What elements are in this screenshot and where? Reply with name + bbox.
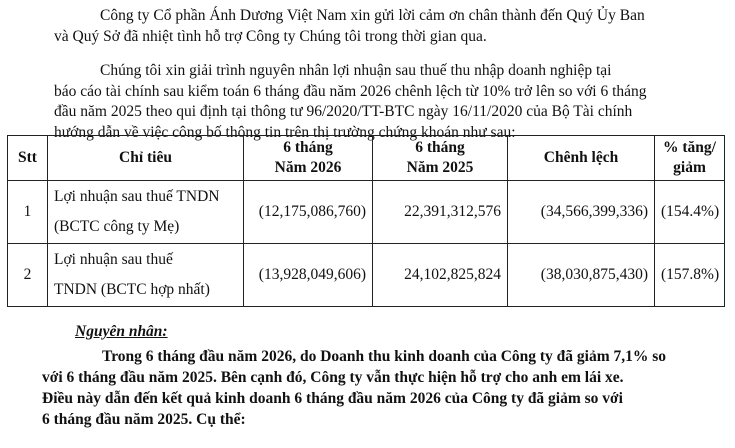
header-6m-2026	[244, 136, 373, 181]
table-row	[8, 181, 725, 244]
header-line: 6 tháng	[415, 139, 465, 156]
cell-indicator	[48, 244, 244, 307]
cell-value-2025: 24,102,825,824	[373, 244, 508, 307]
header-6m-2025	[373, 136, 508, 181]
text-line: Trong 6 tháng đầu năm 2026, do Doanh thu kinh doanh của Công ty đã giảm 7,1% so	[102, 348, 667, 365]
header-line: Năm 2026	[274, 159, 342, 176]
header-difference: Chênh lệch	[508, 136, 655, 181]
cause-heading: Nguyên nhân:	[75, 323, 168, 340]
profit-comparison-table	[7, 135, 725, 307]
header-indicator: Chỉ tiêu	[48, 136, 244, 181]
indicator-line: Lợi nhuận sau thuế TNDN	[54, 188, 220, 205]
text-line: đầu năm 2025 theo qui định tại thông tư 96/2020/TT-BTC ngày 16/11/2020 của Bộ Tài chính	[54, 103, 633, 120]
indicator-line: (BCTC công ty Mẹ)	[54, 218, 180, 235]
cell-percent: (157.8%)	[655, 244, 725, 307]
header-line: 6 tháng	[283, 139, 333, 156]
text-line: và Quý Sở đã nhiệt tình hỗ trợ Công ty Chúng tôi trong thời gian qua.	[54, 27, 487, 45]
header-percent-change	[655, 136, 725, 181]
indicator-line: TNDN (BCTC hợp nhất)	[54, 281, 210, 298]
cell-value-2025: 22,391,312,576	[373, 181, 508, 244]
cell-difference: (34,566,399,336)	[508, 181, 655, 244]
cause-paragraph	[42, 346, 722, 430]
table-header-row	[8, 136, 725, 181]
cell-percent: (154.4%)	[655, 181, 725, 244]
text-line: Chúng tôi xin giải trình nguyên nhân lợi nhuận sau thuế thu nhập doanh nghiệp tại	[100, 62, 612, 79]
text-line: báo cáo tài chính sau kiểm toán 6 tháng đầu năm 2026 chênh lệch từ 10% trở lên so với 6 tháng	[54, 82, 647, 100]
text-line: 6 tháng đầu năm 2025. Cụ thể:	[42, 411, 246, 428]
cell-stt: 1	[8, 181, 48, 244]
cell-indicator	[48, 181, 244, 244]
table-row	[8, 244, 725, 307]
cell-value-2026: (12,175,086,760)	[244, 181, 373, 244]
indicator-line: Lợi nhuận sau thuế	[54, 251, 173, 268]
text-line: với 6 tháng đầu năm 2025. Bên cạnh đó, Công ty vẫn thực hiện hỗ trợ cho anh em lái xe.	[42, 369, 624, 386]
header-line: giảm	[673, 159, 706, 176]
cell-value-2026: (13,928,049,606)	[244, 244, 373, 307]
header-line: % tăng/	[663, 139, 716, 156]
header-stt: Stt	[8, 136, 48, 181]
text-line: Công ty Cổ phần Ánh Dương Việt Nam xin gửi lời cảm ơn chân thành đến Quý Ủy Ban	[100, 7, 645, 24]
explanation-paragraph	[54, 61, 714, 143]
text-line: hướng dẫn về việc công bố thông tin trên thị trường chứng khoán như sau:	[54, 123, 516, 141]
intro-paragraph	[54, 6, 714, 47]
cell-difference: (38,030,875,430)	[508, 244, 655, 307]
text-line: Điều này dẫn đến kết quả kinh doanh 6 tháng đầu năm 2026 của Công ty đã giảm so với	[42, 390, 623, 407]
cell-stt: 2	[8, 244, 48, 307]
header-line: Năm 2025	[406, 159, 474, 176]
